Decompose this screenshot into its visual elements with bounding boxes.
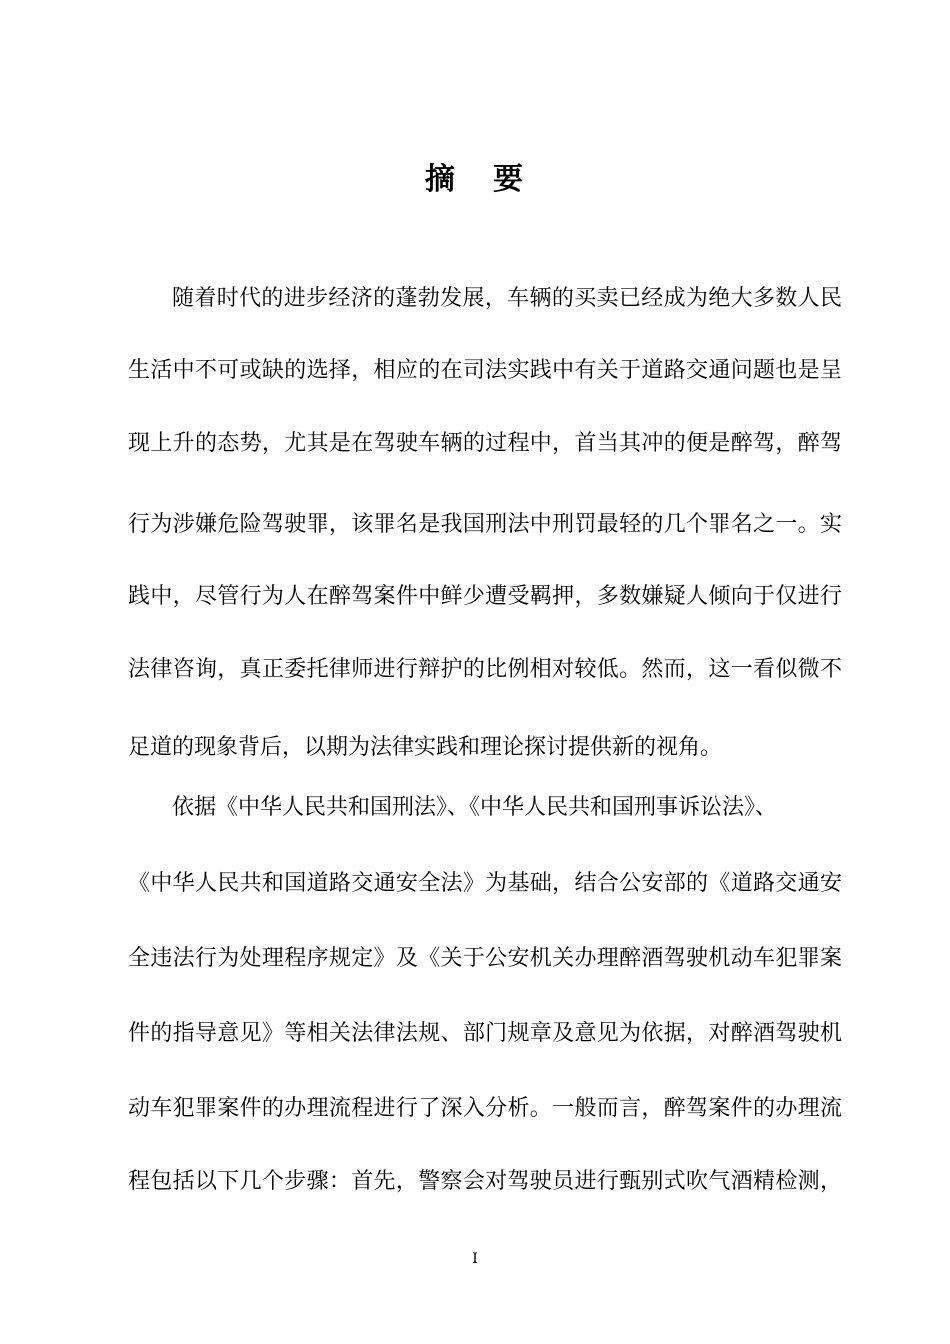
paragraph-1-line-6: 法律咨询，真正委托律师进行辩护的比例相对较低。然而，这一看似微不 [128, 657, 842, 682]
paragraph-1-line-3: 现上升的态势，尤其是在驾驶车辆的过程中，首当其冲的便是醉驾，醉驾 [128, 431, 842, 456]
paragraph-1-line-7: 足道的现象背后，以期为法律实践和理论探讨提供新的视角。 [128, 735, 723, 760]
paragraph-2-line-2: 《中华人民共和国道路交通安全法》为基础，结合公安部的《道路交通安 [128, 871, 842, 896]
paragraph-2-line-6: 程包括以下几个步骤：首先，警察会对驾驶员进行甄别式吹气酒精检测， [128, 1169, 842, 1194]
paragraph-2-line-5: 动车犯罪案件的办理流程进行了深入分析。一般而言，醉驾案件的办理流 [128, 1096, 842, 1121]
page-title [0, 160, 950, 200]
title-char-1: 摘 [425, 162, 457, 197]
paragraph-2-line-3: 全违法行为处理程序规定》及《关于公安机关办理醉酒驾驶机动车犯罪案 [128, 946, 842, 971]
paragraph-1-line-4: 行为涉嫌危险驾驶罪，该罪名是我国刑法中刑罚最轻的几个罪名之一。实 [128, 512, 842, 537]
paragraph-2-line-4: 件的指导意见》等相关法律法规、部门规章及意见为依据，对醉酒驾驶机 [128, 1021, 842, 1046]
paragraph-1-line-2: 生活中不可或缺的选择，相应的在司法实践中有关于道路交通问题也是呈 [128, 358, 842, 383]
page-number: I [472, 1251, 478, 1267]
paragraph-2-line-1: 依据《中华人民共和国刑法》、《中华人民共和国刑事诉讼法》、 [172, 795, 778, 820]
paragraph-1-line-1: 随着时代的进步经济的蓬勃发展，车辆的买卖已经成为绝大多数人民 [172, 286, 842, 311]
paragraph-1-line-5: 践中，尽管行为人在醉驾案件中鲜少遭受羁押，多数嫌疑人倾向于仅进行 [128, 584, 842, 609]
title-char-2: 要 [493, 162, 525, 197]
